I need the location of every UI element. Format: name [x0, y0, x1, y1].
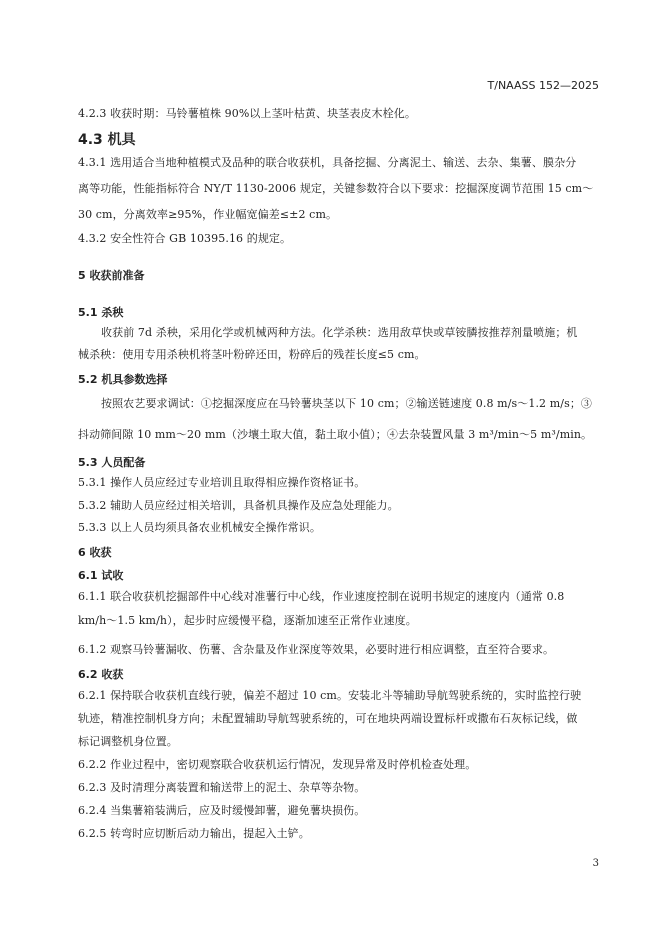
clause-5-2-line1: 按照农艺要求调试：①挖掘深度应在马铃薯块茎以下 10 cm；②输送链速度 0.8 m/s～1.2 m/s；③ — [101, 397, 593, 410]
page-number: 3 — [592, 858, 599, 869]
document-id: T/NAASS 152—2025 — [487, 79, 599, 92]
clause-5-1-line2: 械杀秧：使用专用杀秧机将茎叶粉碎还田，粉碎后的残茬长度≤5 cm。 — [78, 348, 426, 361]
clause-4-3-1-line2: 离等功能，性能指标符合 NY/T 1130-2006 规定，关键参数符合以下要求：挖掘深度调节范围 15 cm～ — [78, 182, 594, 195]
heading-6: 6 收获 — [78, 546, 112, 559]
clause-6-1-2: 6.1.2 观察马铃薯漏收、伤薯、含杂量及作业深度等效果，必要时进行相应调整，直至符合要求。 — [78, 643, 555, 656]
clause-6-2-2: 6.2.2 作业过程中，密切观察联合收获机运行情况，发现异常及时停机检查处理。 — [78, 758, 477, 771]
heading-6-2: 6.2 收获 — [78, 668, 124, 681]
clause-6-2-4: 6.2.4 当集薯箱装满后，应及时缓慢卸薯，避免薯块损伤。 — [78, 804, 366, 817]
clause-6-1-1-line1: 6.1.1 联合收获机挖掘部件中心线对准薯行中心线，作业速度控制在说明书规定的速度内（通常 0.8 — [78, 590, 565, 603]
heading-5-1: 5.1 杀秧 — [78, 306, 124, 319]
clause-5-2-line2: 抖动筛间隙 10 mm～20 mm（沙壤土取大值，黏土取小值）；④去杂装置风量 3 m³/min～5 m³/min。 — [78, 428, 593, 441]
heading-5-2: 5.2 机具参数选择 — [78, 373, 168, 386]
clause-6-1-1-line2: km/h～1.5 km/h），起步时应缓慢平稳，逐渐加速至正常作业速度。 — [78, 614, 417, 627]
clause-6-2-1-line2: 轨迹，精准控制机身方向；未配置辅助导航驾驶系统的，可在地块两端设置标杆或撒布石灰标记线，做 — [78, 712, 578, 725]
heading-6-1: 6.1 试收 — [78, 569, 124, 582]
clause-6-2-3: 6.2.3 及时清理分离装置和输送带上的泥土、杂草等杂物。 — [78, 781, 366, 794]
clause-6-2-1-line1: 6.2.1 保持联合收获机直线行驶，偏差不超过 10 cm。安装北斗等辅助导航驾驶系统的，实时监控行驶 — [78, 689, 582, 702]
clause-5-1-line1: 收获前 7d 杀秧，采用化学或机械两种方法。化学杀秧：选用敌草快或草铵膦按推荐剂量喷施；机 — [101, 326, 578, 339]
clause-5-3-3: 5.3.3 以上人员均须具备农业机械安全操作常识。 — [78, 521, 321, 534]
heading-5-3: 5.3 人员配备 — [78, 456, 146, 469]
heading-4-3: 4.3 机具 — [78, 132, 136, 148]
clause-5-3-2: 5.3.2 辅助人员应经过相关培训，具备机具操作及应急处理能力。 — [78, 499, 399, 512]
clause-6-2-1-line3: 标记调整机身位置。 — [78, 735, 178, 748]
clause-4-3-2: 4.3.2 安全性符合 GB 10395.16 的规定。 — [78, 232, 292, 245]
clause-5-3-1: 5.3.1 操作人员应经过专业培训且取得相应操作资格证书。 — [78, 476, 366, 489]
clause-4-2-3: 4.2.3 收获时期：马铃薯植株 90%以上茎叶枯黄、块茎表皮木栓化。 — [78, 107, 416, 120]
clause-6-2-5: 6.2.5 转弯时应切断后动力输出，提起入土铲。 — [78, 827, 310, 840]
heading-5: 5 收获前准备 — [78, 269, 145, 282]
clause-4-3-1-line3: 30 cm，分离效率≥95%，作业幅宽偏差≤±2 cm。 — [78, 208, 338, 221]
clause-4-3-1-line1: 4.3.1 选用适合当地种植模式及品种的联合收获机，具备挖掘、分离泥土、输送、去杂、集薯、膜杂分 — [78, 156, 577, 169]
